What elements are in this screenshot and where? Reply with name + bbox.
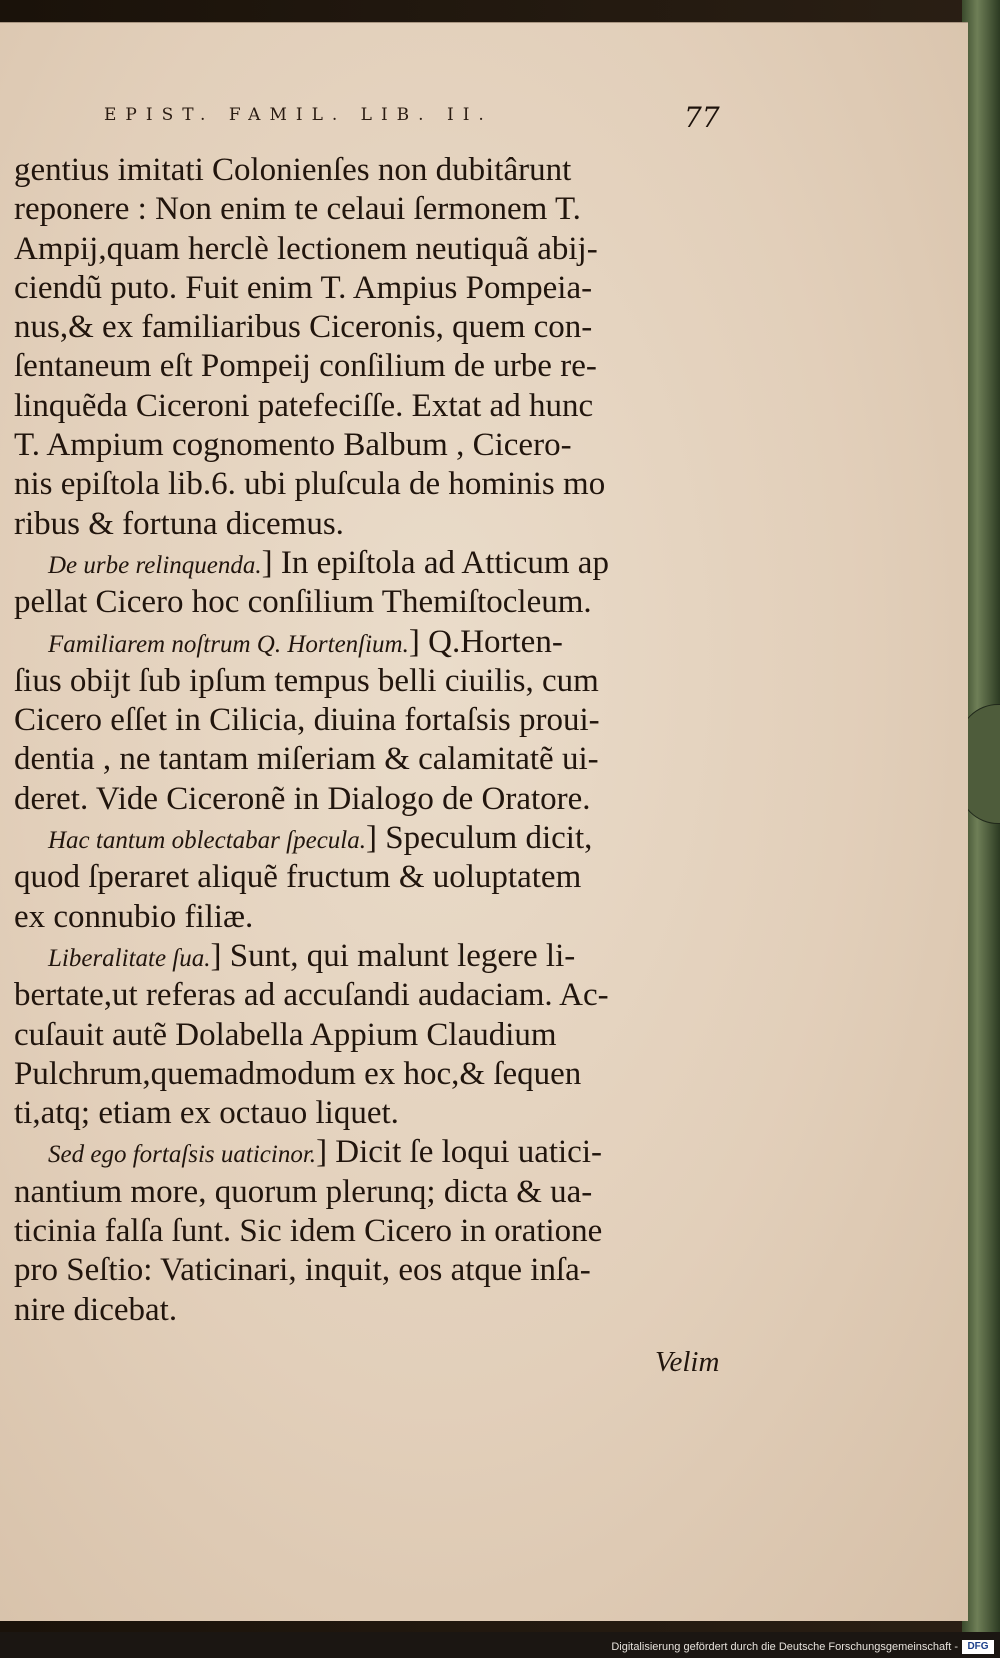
line-text: pellat Cicero hoc conſilium Themiſtocleum. [14, 584, 592, 621]
dfg-logo: DFG [962, 1640, 994, 1654]
text-line [14, 544, 729, 583]
lemma-citation: Liberalitate ſua. [48, 944, 211, 972]
line-text: T. Ampium cognomento Balbum , Cicero- [14, 427, 572, 464]
text-line [14, 505, 729, 544]
page-content [0, 23, 968, 1621]
line-text: nis epiſtola lib.6. ubi pluſcula de hominis mo [14, 466, 606, 503]
page-number: 77 [684, 101, 720, 134]
line-text: bertate,ut referas ad accuſandi audaciam. Ac- [14, 977, 609, 1014]
text-line [14, 662, 729, 701]
lemma-citation: Sed ego fortaſsis uaticinor. [48, 1141, 317, 1169]
text-line [14, 898, 729, 937]
running-head: EPIST. FAMIL. LIB. II. [104, 105, 493, 125]
line-text: nus,& ex familiaribus Ciceronis, quem con- [14, 309, 593, 346]
line-text: quod ſperaret aliquẽ fructum & uoluptatem [14, 859, 582, 896]
text-line [14, 819, 729, 858]
lemma-citation: Familiarem noſtrum Q. Hortenſium. [48, 630, 409, 658]
text-line [14, 937, 729, 976]
text-line [14, 858, 729, 897]
text-line [14, 1016, 729, 1055]
text-line [14, 1212, 729, 1251]
text-line [14, 387, 729, 426]
commentary-text-block [14, 151, 729, 1330]
text-line [14, 1173, 729, 1212]
line-text: ] Sunt, qui malunt legere li- [210, 937, 576, 974]
text-line [14, 1055, 729, 1094]
line-text: linquẽda Ciceroni patefeciſſe. Extat ad hunc [14, 387, 594, 424]
line-text: ſentaneum eſt Pompeij conſilium de urbe re- [14, 348, 597, 385]
text-line [14, 740, 729, 779]
text-line [14, 583, 729, 622]
line-text: gentius imitati Colonienſes non dubitârunt [14, 152, 572, 188]
line-text: Pulchrum,quemadmodum ex hoc,& ſequen [14, 1055, 582, 1092]
text-line [14, 1251, 729, 1290]
lemma-citation: De urbe relinquenda. [48, 551, 262, 579]
line-text: ] Speculum dicit, [366, 820, 593, 857]
text-line [14, 1291, 729, 1330]
text-line [14, 1094, 729, 1133]
line-text: nire dicebat. [14, 1291, 178, 1328]
text-line [14, 230, 729, 269]
text-line [14, 269, 729, 308]
lemma-citation: Hac tantum oblectabar ſpecula. [48, 827, 366, 855]
text-line [14, 190, 729, 229]
line-text: deret. Vide Ciceronẽ in Dialogo de Oratore. [14, 780, 591, 817]
text-line [14, 976, 729, 1015]
line-text: ] Dicit ſe loqui uatici- [316, 1134, 602, 1171]
text-line [14, 780, 729, 819]
line-text: cuſauit autẽ Dolabella Appium Claudium [14, 1016, 557, 1053]
text-line [14, 151, 729, 190]
line-text: ſius obijt ſub ipſum tempus belli ciuilis, cum [14, 662, 599, 699]
text-line [14, 701, 729, 740]
line-text: Cicero eſſet in Cilicia, diuina fortaſsis proui- [14, 702, 600, 739]
line-text: reponere : Non enim te celaui ſermonem T. [14, 191, 581, 228]
text-line [14, 347, 729, 386]
line-text: ticinia falſa ſunt. Sic idem Cicero in oratione [14, 1213, 603, 1250]
line-text: nantium more, quorum plerunq; dicta & ua- [14, 1173, 593, 1210]
text-line [14, 623, 729, 662]
line-text: ti,atq; etiam ex octauo liquet. [14, 1095, 399, 1132]
line-text: ciendũ puto. Fuit enim T. Ampius Pompeia- [14, 269, 593, 306]
catchword: Velim [655, 1346, 720, 1378]
line-text: ex connubio filiæ. [14, 898, 254, 935]
text-line [14, 426, 729, 465]
book-page [0, 22, 968, 1621]
text-line [14, 1133, 729, 1172]
line-text: pro Seſtio: Vaticinari, inquit, eos atque inſa- [14, 1252, 591, 1289]
text-line [14, 465, 729, 504]
line-text: dentia , ne tantam miſeriam & calamitatẽ ui- [14, 741, 599, 778]
line-text: ribus & fortuna dicemus. [14, 505, 344, 542]
text-line [14, 308, 729, 347]
line-text: ] In epiſtola ad Atticum ap [261, 544, 609, 581]
line-text: Ampij,quam herclè lectionem neutiquã abij- [14, 230, 598, 267]
line-text: ] Q.Horten- [408, 623, 563, 660]
funding-credit: Digitalisierung gefördert durch die Deutsche Forschungsgemeinschaft - [611, 1641, 958, 1653]
